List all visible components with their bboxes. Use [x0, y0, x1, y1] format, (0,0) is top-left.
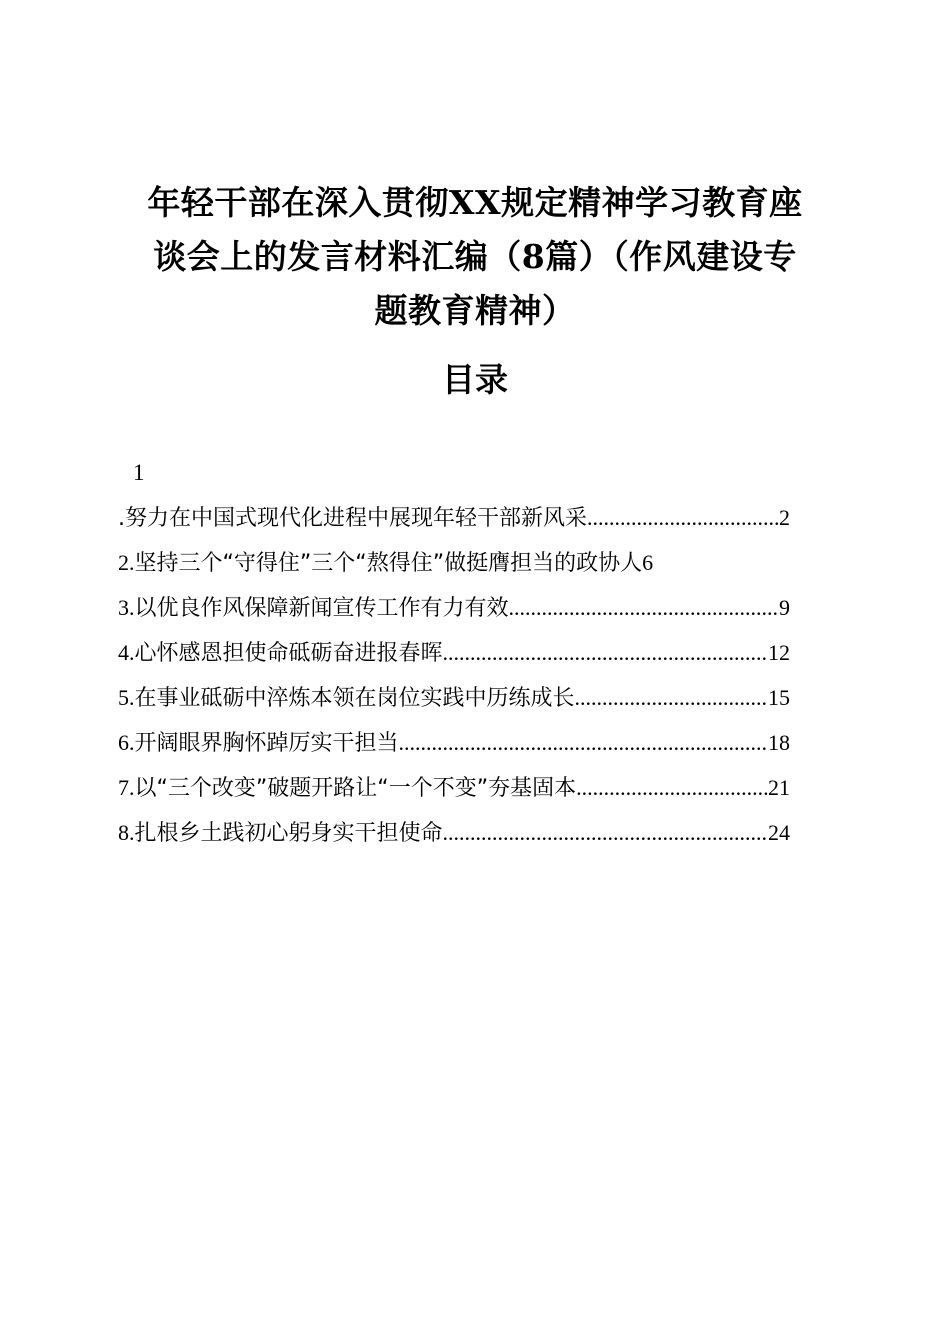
toc-entry-6[interactable]	[118, 725, 790, 770]
toc-leader-dots	[575, 680, 768, 716]
toc-entry-page: 21	[768, 775, 790, 800]
toc-entry-number: 2.	[118, 550, 135, 575]
toc-leader-dots	[399, 725, 768, 761]
toc-entry-page: 12	[768, 640, 790, 665]
toc-entry-5[interactable]	[118, 680, 790, 725]
title-line-1: 年轻干部在深入贯彻XX规定精神学习教育座	[147, 183, 803, 222]
toc-entry-page: 18	[768, 730, 790, 755]
toc-entry-1[interactable]	[118, 500, 790, 545]
toc-entry-number: 4.	[118, 640, 135, 665]
toc-entry-title: 坚持三个“守得住”三个“熬得住”做挺膺担当的政协人	[134, 551, 643, 576]
toc-entry-title: 以优良作风保障新闻宣传工作有力有效	[134, 596, 509, 621]
toc-entry-number: 6.	[118, 730, 135, 755]
toc-entry-3[interactable]	[118, 590, 790, 635]
toc-entry-number: 3.	[118, 595, 135, 620]
toc-entry-number: 7.	[118, 775, 135, 800]
toc-entry-8[interactable]	[118, 815, 790, 860]
toc-entry-page: 24	[768, 820, 790, 845]
toc-entry-page: 9	[779, 595, 790, 620]
table-of-contents	[118, 500, 790, 860]
toc-entry-title: .努力在中国式现代化进程中展现年轻干部新风采	[118, 506, 587, 531]
toc-entry-number: 5.	[118, 685, 135, 710]
toc-entry-title: 扎根乡土践初心躬身实干担使命	[134, 821, 443, 846]
toc-entry-number: 8.	[118, 820, 135, 845]
toc-heading: 目录	[442, 360, 508, 399]
toc-entry-2[interactable]	[118, 545, 790, 590]
toc-entry-title: 开阔眼界胸怀踔厉实干担当	[134, 731, 399, 756]
toc-entry-title: 心怀感恩担使命砥砺奋进报春晖	[134, 641, 443, 666]
toc-leader-dots	[443, 635, 768, 671]
toc-leader-dots	[509, 590, 779, 626]
toc-leader-dots	[443, 815, 768, 851]
title-line-2: 谈会上的发言材料汇编（8篇）（作风建设专	[153, 237, 797, 276]
toc-leader-dots	[576, 770, 768, 806]
toc-entry-page: 6	[642, 550, 654, 575]
toc-entry-7[interactable]	[118, 770, 790, 815]
toc-entry-title: 以“三个改变”破题开路让“一个不变”夯基固本	[134, 776, 577, 801]
toc-entry-page: 2	[779, 505, 790, 530]
document-title	[110, 176, 840, 338]
title-line-3: 题教育精神）	[374, 291, 576, 330]
toc-entry-number-1: 1	[133, 460, 145, 485]
toc-entry-title: 在事业砥砺中淬炼本领在岗位实践中历练成长	[134, 686, 575, 711]
toc-entry-page: 15	[768, 685, 790, 710]
toc-entry-4[interactable]	[118, 635, 790, 680]
toc-leader-dots	[587, 500, 779, 536]
